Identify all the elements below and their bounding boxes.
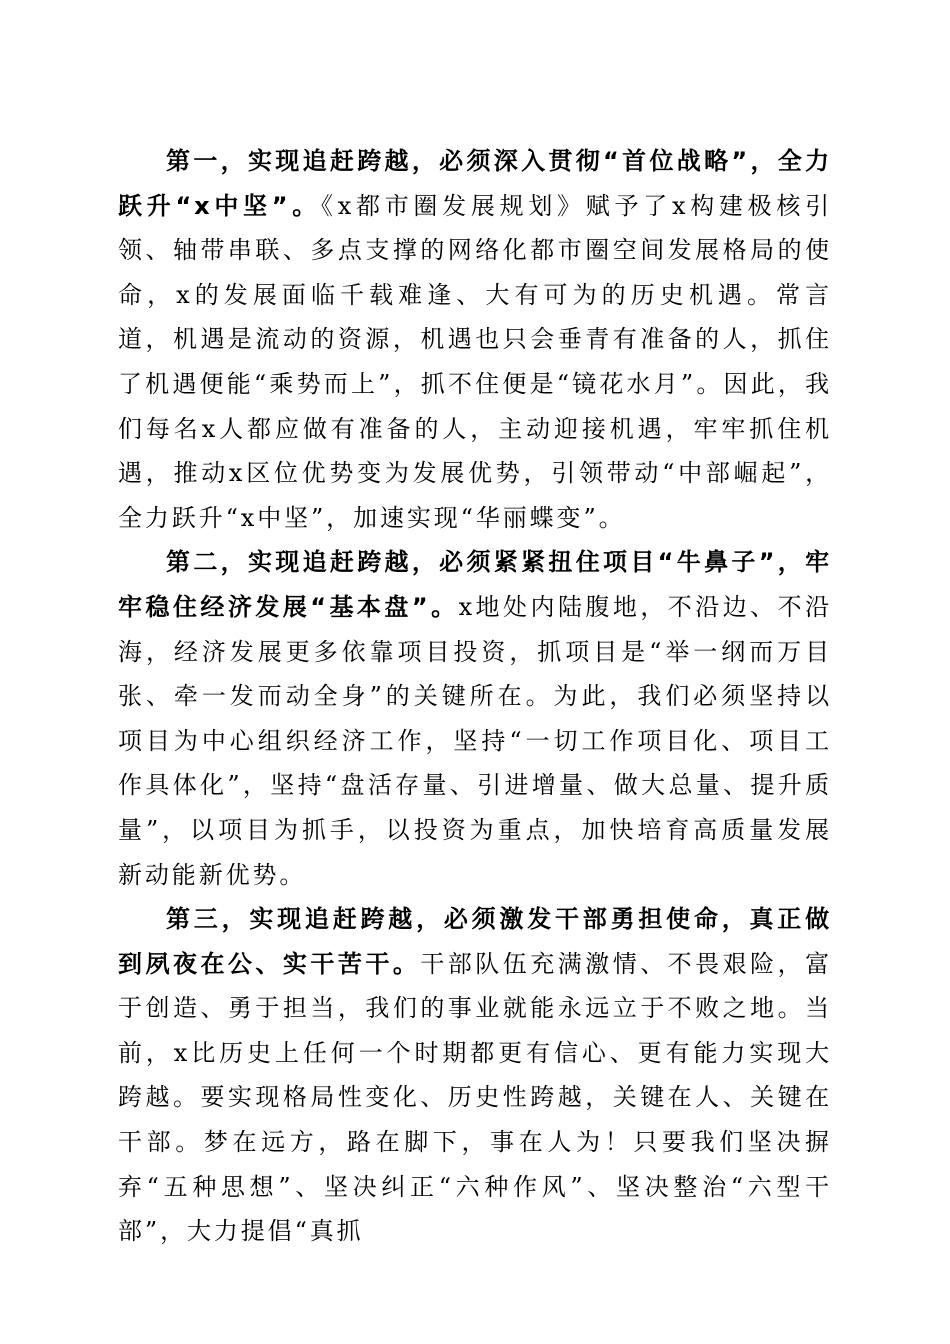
paragraph-third-lead: 第三，实现追赶跨越，必须激发干部勇担使命，真正做到夙夜在公、实干苦干。 (118, 905, 832, 978)
paragraph-third (118, 897, 832, 1254)
paragraph-second-lead: 第二，实现追赶跨越，必须紧紧扭住项目“牛鼻子”，牢牢稳住经济发展“基本盘”。 (118, 548, 832, 621)
paragraph-second (118, 540, 832, 897)
paragraph-second-body: x地处内陆腹地，不沿边、不沿海，经济发展更多依靠项目投资，抓项目是“举一纲而万目张、牵一发而动全身”的关键所在。为此，我们必须坚持以项目为中心组织经济工作，坚持“一切工作项目化、项目工作具体化”，坚持“盘活存量、引进增量、做大总量、提升质量”，以项目为抓手，以投资为重点，加快培育高质量发展新动能新优势。 (118, 592, 833, 889)
paragraph-first (118, 139, 832, 540)
paragraph-third-body: 干部队伍充满激情、不畏艰险，富于创造、勇于担当，我们的事业就能永远立于不败之地。当前，x比历史上任何一个时期都更有信心、更有能力实现大跨越。要实现格局性变化、历史性跨越，关键在人、关键在干部。梦在远方，路在脚下，事在人为！只要我们坚决摒弃“五种思想”、坚决纠正“六种作风”、坚决整治“六型干部”，大力提倡“真抓 (118, 949, 832, 1246)
paragraph-first-lead: 第一，实现追赶跨越，必须深入贯彻“首位战略”，全力跃升“x中坚”。 (118, 147, 832, 220)
paragraph-first-body: 《x都市圈发展规划》赋予了x构建极核引领、轴带串联、多点支撑的网络化都市圈空间发展格局的使命，x的发展面临千载难逢、大有可为的历史机遇。常言道，机遇是流动的资源，机遇也只会垂青有准备的人，抓住了机遇便能“乘势而上”，抓不住便是“镜花水月”。因此，我们每名x人都应做有准备的人，主动迎接机遇，牢牢抓住机遇，推动x区位优势变为发展优势，引领带动“中部崛起”，全力跃升“x中坚”，加速实现“华丽蝶变”。 (118, 191, 832, 532)
document-page (118, 139, 832, 1254)
